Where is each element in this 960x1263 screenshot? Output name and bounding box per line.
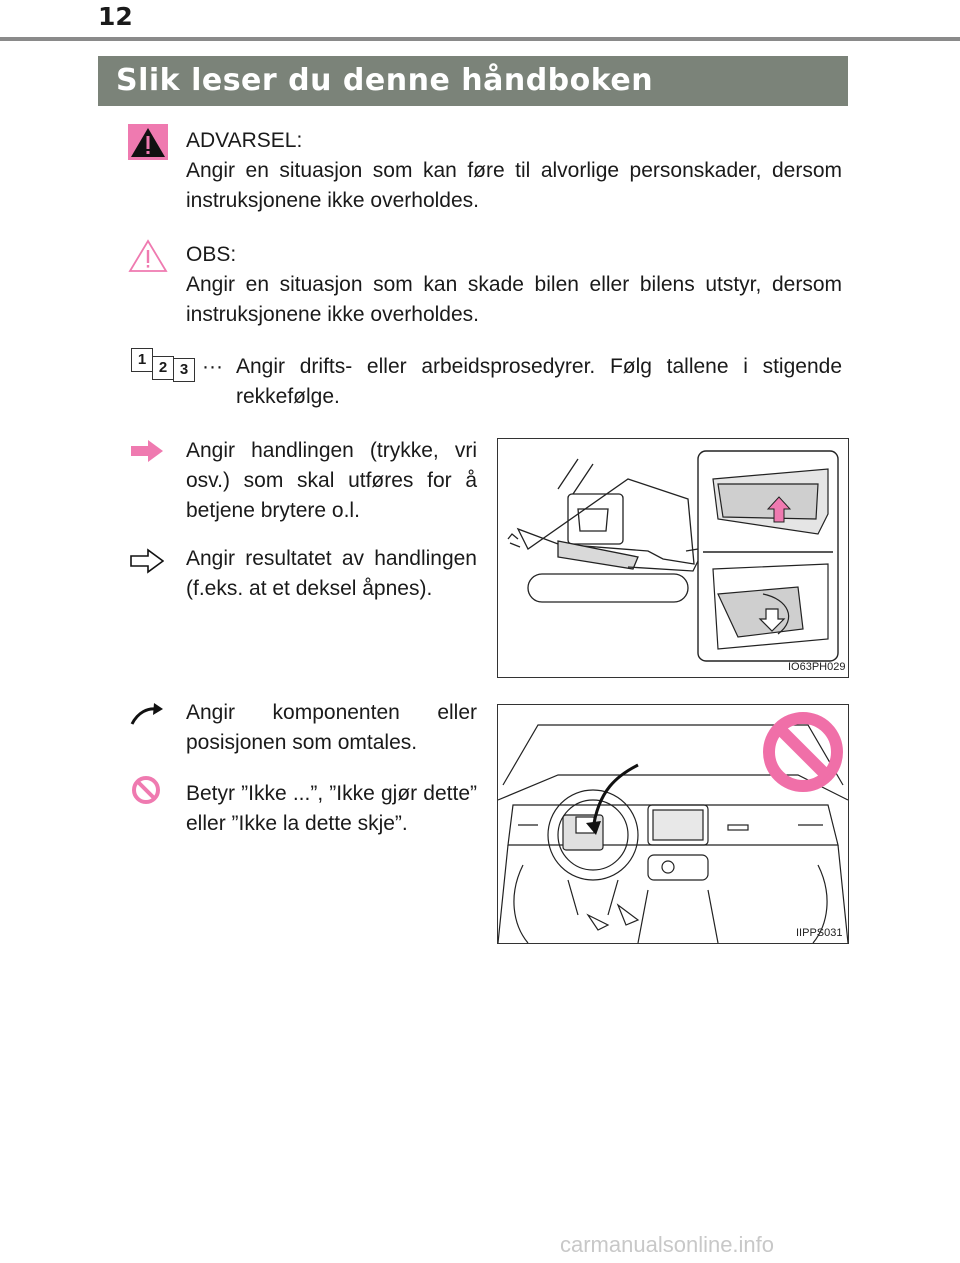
prohibited-small-icon [131,775,161,805]
page-number: 12 [98,2,133,31]
action-text: Angir handlingen (trykke, vri osv.) som skal utføres for å betjene brytere o.l. [186,439,477,522]
step-number-3: 3 [173,358,195,382]
result-arrow-icon [130,548,164,574]
notice-text: Angir en situasjon som kan skade bilen eller bilens utstyr, dersom instruksjonene ikke overholdes. [186,273,842,326]
warning-text: Angir en situasjon som kan føre til alvorlige personskader, dersom instruksjonene ikke overholdes. [186,159,842,212]
warning-triangle-filled-icon [128,124,168,160]
dashboard-figure [497,704,849,944]
overhead-console-figure [497,438,849,678]
notice-heading: OBS: [186,243,237,266]
steps-text: Angir drifts- eller arbeidsprosedyrer. Følg tallene i stigende rekkefølge. [236,355,842,408]
prohibited-text: Betyr ”Ikke ...”, ”Ikke gjør dette” eller ”Ikke la dette skje”. [186,782,477,835]
result-text: Angir resultatet av handlingen (f.eks. at et deksel åpnes). [186,547,477,600]
warning-heading: ADVARSEL: [186,129,303,152]
top-rule [0,37,960,41]
section-title: Slik leser du denne håndboken [116,63,654,98]
overhead-console-illustration [498,439,848,677]
footer-watermark[interactable]: carmanualsonline.info [560,1232,775,1257]
overhead-figure-code: IO63PH029 [788,661,846,673]
dashboard-illustration [498,705,848,943]
section-title-bar [98,56,848,106]
steps-dots: ··· [202,355,223,378]
component-text: Angir komponenten eller posisjonen som omtales. [186,701,477,754]
component-pointer-icon [130,700,164,726]
dashboard-figure-code: IIPPS031 [796,927,843,939]
notice-block [186,240,842,330]
action-arrow-icon [130,438,164,464]
caution-triangle-outline-icon [128,238,168,274]
step-number-2: 2 [152,356,174,380]
warning-block [186,126,842,216]
step-number-1: 1 [131,348,153,372]
